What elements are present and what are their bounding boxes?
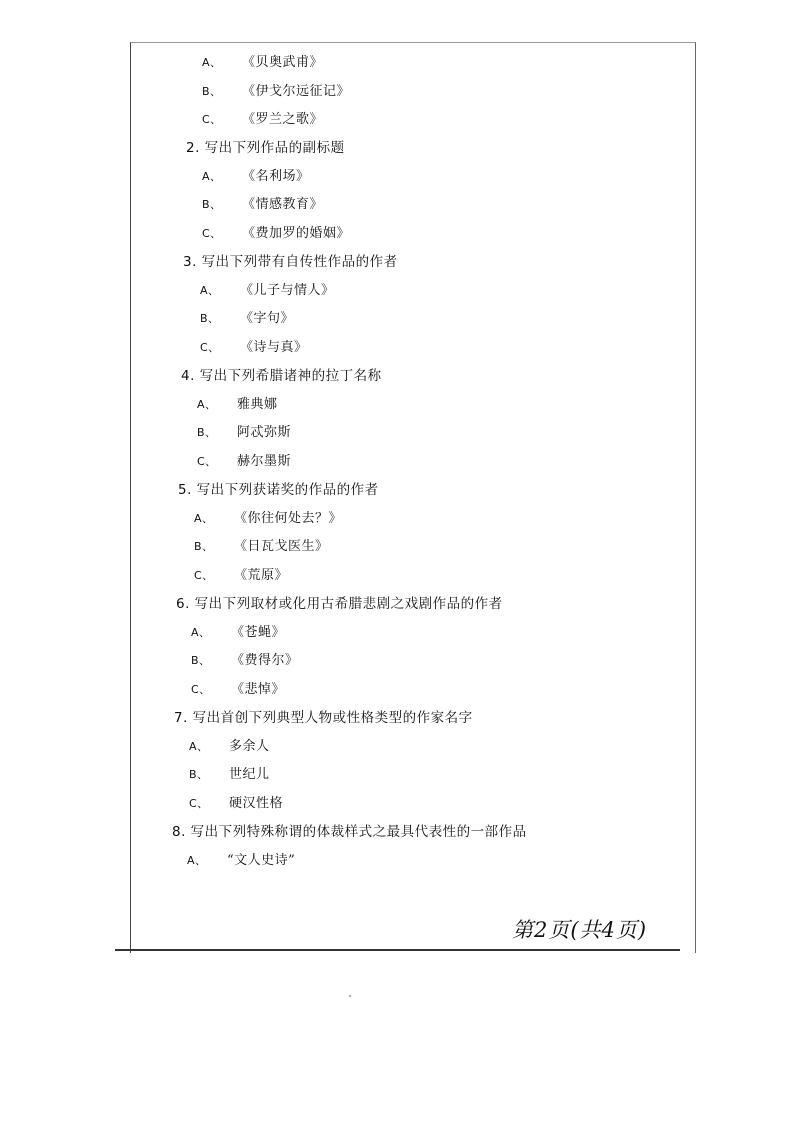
list-item: B、 《费得尔》 <box>191 653 299 668</box>
page-number-handwritten: 第2页(共4页) <box>512 918 648 942</box>
question-title: 7. 写出首创下列典型人物或性格类型的作家名字 <box>174 710 473 726</box>
list-item: A、 雅典娜 <box>197 397 278 412</box>
list-item: A、 多余人 <box>189 739 270 754</box>
list-item: A、 《名利场》 <box>202 169 310 184</box>
list-item: C、 《罗兰之歌》 <box>202 112 324 127</box>
list-item: B、 《日瓦戈医生》 <box>194 539 329 554</box>
list-item: B、 《字句》 <box>200 311 295 326</box>
scan-speck <box>349 995 351 997</box>
list-item: C、 硬汉性格 <box>189 796 284 811</box>
list-item: C、 《悲悼》 <box>191 682 286 697</box>
list-item: C、 《诗与真》 <box>200 340 308 355</box>
question-title: 5. 写出下列获诺奖的作品的作者 <box>178 482 379 498</box>
list-item: A、 “文人史诗” <box>187 853 296 868</box>
list-item: B、 《情感教育》 <box>202 197 324 212</box>
list-item: A、 《儿子与情人》 <box>200 283 335 298</box>
list-item: B、 阿忒弥斯 <box>197 425 292 440</box>
page-bottom-rule <box>115 949 680 951</box>
question-title: 8. 写出下列特殊称谓的体裁样式之最具代表性的一部作品 <box>172 824 527 840</box>
list-item: C、 《荒原》 <box>194 568 289 583</box>
question-title: 2. 写出下列作品的副标题 <box>186 140 345 156</box>
question-title: 3. 写出下列带有自传性作品的作者 <box>183 254 398 270</box>
list-item: A、 《贝奥武甫》 <box>202 55 324 70</box>
list-item: C、 《费加罗的婚姻》 <box>202 226 351 241</box>
list-item: B、 世纪儿 <box>189 767 270 782</box>
list-item: A、 《你往何处去？》 <box>194 511 343 526</box>
list-item: B、 《伊戈尔远征记》 <box>202 84 351 99</box>
list-item: A、 《苍蝇》 <box>191 625 286 640</box>
list-item: C、 赫尔墨斯 <box>197 454 292 469</box>
question-title: 6. 写出下列取材或化用古希腊悲剧之戏剧作品的作者 <box>176 596 503 612</box>
question-title: 4. 写出下列希腊诸神的拉丁名称 <box>181 368 382 384</box>
